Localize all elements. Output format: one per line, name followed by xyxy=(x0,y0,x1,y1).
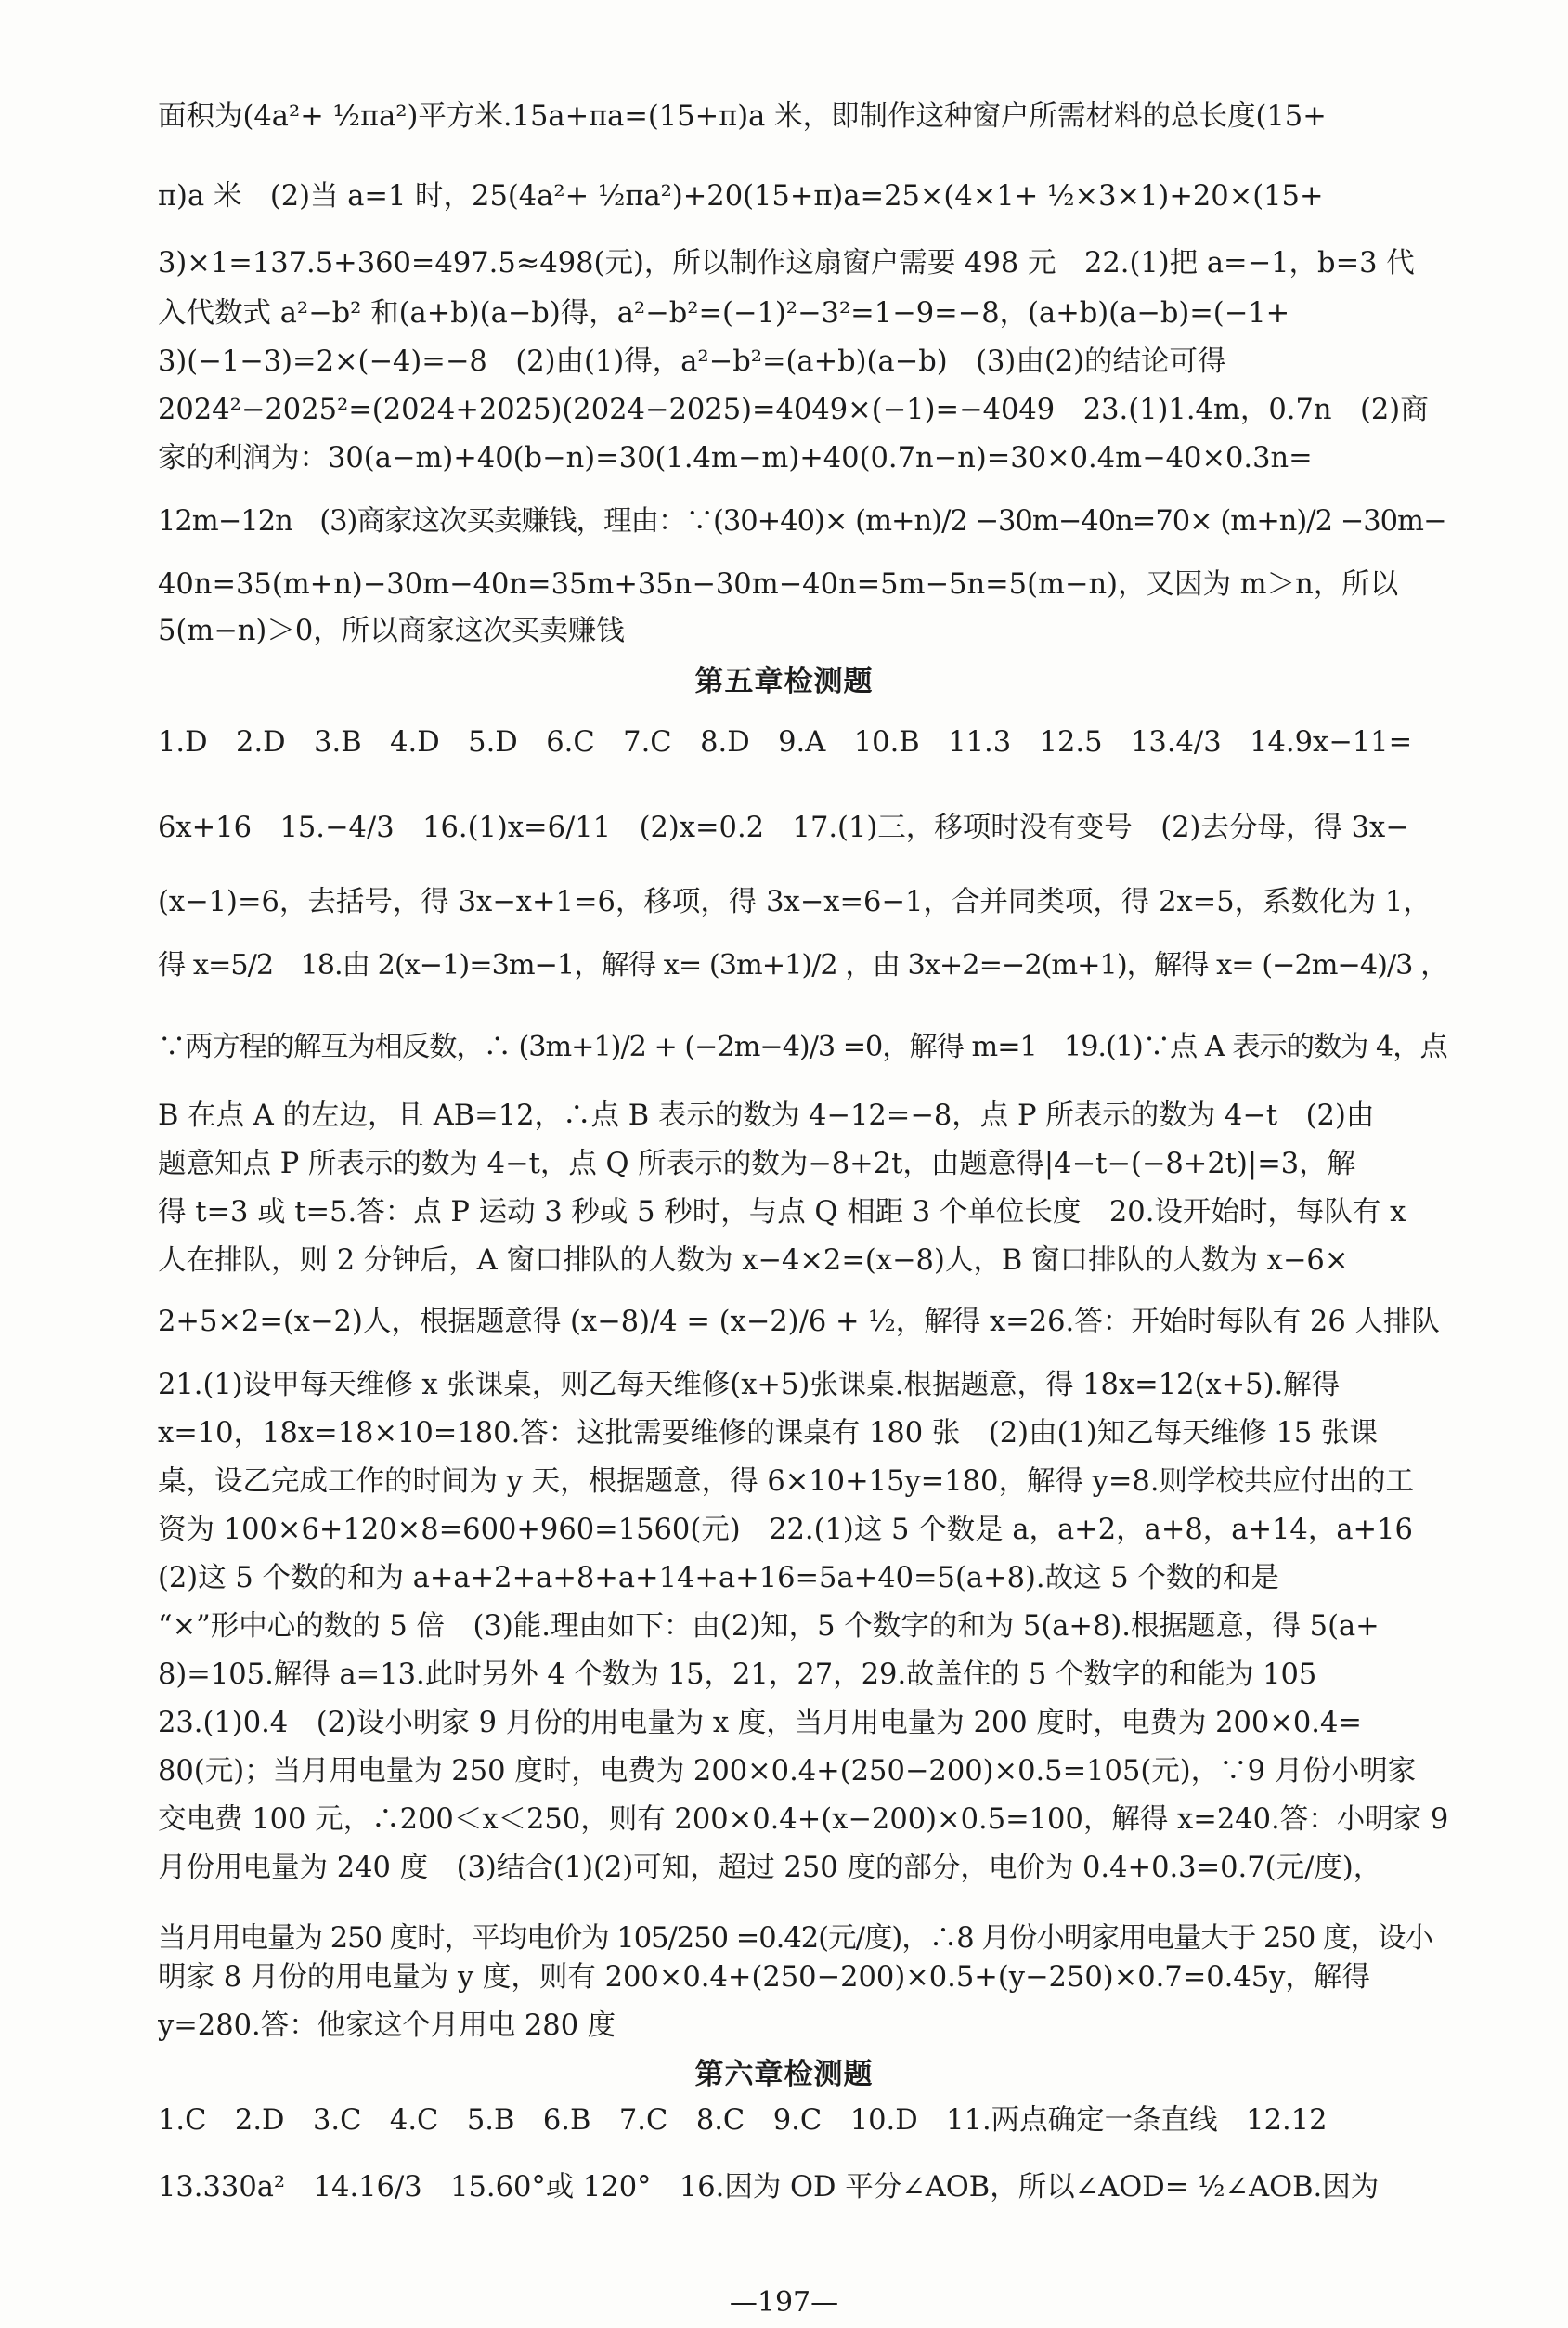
text-line: 月份用电量为 240 度 (3)结合(1)(2)可知，超过 250 度的部分，电价为 0.4+0.3=0.7(元/度)， xyxy=(158,1852,1382,1884)
text-line: 5(m−n)＞0，所以商家这次买卖赚钱 xyxy=(158,615,625,647)
text-line: 入代数式 a²−b² 和(a+b)(a−b)得，a²−b²=(−1)²−3²=1−9=−8，(a+b)(a−b)=(−1+ xyxy=(158,297,1290,330)
text-line: 家的利润为：30(a−m)+40(b−n)=30(1.4m−m)+40(0.7n−n)=30×0.4m−40×0.3n= xyxy=(158,442,1313,475)
text-line: 80(元)；当月用电量为 250 度时，电费为 200×0.4+(250−200)×0.5=105(元)，∵9 月份小明家 xyxy=(158,1755,1417,1788)
text-line: (x−1)=6，去括号，得 3x−x+1=6，移项，得 3x−x=6−1，合并同类项，得 2x=5，系数化为 1， xyxy=(158,886,1432,918)
text-line: 得 t=3 或 t=5.答：点 P 运动 3 秒或 5 秒时，与点 Q 相距 3 个单位长度 20.设开始时，每队有 x xyxy=(158,1196,1406,1229)
text-line: 12m−12n (3)商家这次买卖赚钱，理由：∵(30+40)× (m+n)/2 −30m−40n=70× (m+n)/2 −30m− xyxy=(158,505,1446,538)
text-line: 人在排队，则 2 分钟后，A 窗口排队的人数为 x−4×2=(x−8)人，B 窗口排队的人数为 x−6× xyxy=(158,1244,1349,1277)
page-number: —197— xyxy=(729,2286,839,2319)
chapter-5-heading: 第五章检测题 xyxy=(694,665,874,698)
text-line: 3)×1=137.5+360=497.5≈498(元)，所以制作这扇窗户需要 498 元 22.(1)把 a=−1，b=3 代 xyxy=(158,247,1415,280)
text-line: 13.330a² 14.16/3 15.60°或 120° 16.因为 OD 平分∠AOB，所以∠AOD= ½∠AOB.因为 xyxy=(158,2171,1380,2204)
text-line: 1.C 2.D 3.C 4.C 5.B 6.B 7.C 8.C 9.C 10.D 11.两点确定一条直线 12.12 xyxy=(158,2104,1328,2137)
text-line: 当月用电量为 250 度时，平均电价为 105/250 =0.42(元/度)，∴8 月份小明家用电量大于 250 度，设小 xyxy=(158,1922,1432,1955)
text-line: 题意知点 P 所表示的数为 4−t，点 Q 所表示的数为−8+2t，由题意得|4−t−(−8+2t)|=3，解 xyxy=(158,1148,1356,1180)
chapter-6-heading: 第六章检测题 xyxy=(694,2058,874,2091)
text-line: 2024²−2025²=(2024+2025)(2024−2025)=4049×(−1)=−4049 23.(1)1.4m，0.7n (2)商 xyxy=(158,394,1429,426)
text-line: 3)(−1−3)=2×(−4)=−8 (2)由(1)得，a²−b²=(a+b)(a−b) (3)由(2)的结论可得 xyxy=(158,345,1226,378)
text-line: 面积为(4a²+ ½πa²)平方米.15a+πa=(15+π)a 米，即制作这种窗户所需材料的总长度(15+ xyxy=(158,100,1327,133)
text-line: 21.(1)设甲每天维修 x 张课桌，则乙每天维修(x+5)张课桌.根据题意，得 18x=12(x+5).解得 xyxy=(158,1369,1341,1401)
text-line: 40n=35(m+n)−30m−40n=35m+35n−30m−40n=5m−5n=5(m−n)，又因为 m＞n，所以 xyxy=(158,568,1399,601)
text-line: “×”形中心的数的 5 倍 (3)能.理由如下：由(2)知，5 个数字的和为 5(a+8).根据题意，得 5(a+ xyxy=(158,1610,1380,1643)
text-line: x=10，18x=18×10=180.答：这批需要维修的课桌有 180 张 (2)由(1)知乙每天维修 15 张课 xyxy=(158,1417,1378,1450)
text-line: 1.D 2.D 3.B 4.D 5.D 6.C 7.C 8.D 9.A 10.B 11.3 12.5 13.4/3 14.9x−11= xyxy=(158,726,1413,759)
text-line: 6x+16 15.−4/3 16.(1)x=6/11 (2)x=0.2 17.(1)三，移项时没有变号 (2)去分母，得 3x− xyxy=(158,812,1409,844)
text-line: B 在点 A 的左边，且 AB=12，∴点 B 表示的数为 4−12=−8，点 P 所表示的数为 4−t (2)由 xyxy=(158,1099,1375,1132)
text-line: 资为 100×6+120×8=600+960=1560(元) 22.(1)这 5 个数是 a，a+2，a+8，a+14，a+16 xyxy=(158,1514,1413,1546)
text-line: y=280.答：他家这个月用电 280 度 xyxy=(158,2009,616,2042)
text-line: ∵两方程的解互为相反数，∴ (3m+1)/2 + (−2m−4)/3 =0，解得 m=1 19.(1)∵点 A 表示的数为 4，点 xyxy=(158,1031,1447,1063)
text-line: 桌，设乙完成工作的时间为 y 天，根据题意，得 6×10+15y=180，解得 y=8.则学校共应付出的工 xyxy=(158,1465,1415,1498)
text-line: 交电费 100 元，∴200＜x＜250，则有 200×0.4+(x−200)×0.5=100，解得 x=240.答：小明家 9 xyxy=(158,1803,1448,1836)
text-line: 23.(1)0.4 (2)设小明家 9 月份的用电量为 x 度，当月用电量为 200 度时，电费为 200×0.4= xyxy=(158,1707,1362,1739)
text-line: 8)=105.解得 a=13.此时另外 4 个数为 15，21，27，29.故盖住的 5 个数字的和能为 105 xyxy=(158,1658,1317,1691)
text-line: 得 x=5/2 18.由 2(x−1)=3m−1，解得 x= (3m+1)/2 ，由 3x+2=−2(m+1)，解得 x= (−2m−4)/3 ， xyxy=(158,949,1448,982)
text-line: (2)这 5 个数的和为 a+a+2+a+8+a+14+a+16=5a+40=5(a+8).故这 5 个数的和是 xyxy=(158,1562,1279,1594)
text-line: 明家 8 月份的用电量为 y 度，则有 200×0.4+(250−200)×0.5+(y−250)×0.7=0.45y，解得 xyxy=(158,1961,1370,1994)
text-line: 2+5×2=(x−2)人，根据题意得 (x−8)/4 = (x−2)/6 + ½，解得 x=26.答：开始时每队有 26 人排队 xyxy=(158,1306,1440,1338)
text-line: π)a 米 (2)当 a=1 时，25(4a²+ ½πa²)+20(15+π)a=25×(4×1+ ½×3×1)+20×(15+ xyxy=(158,180,1324,213)
